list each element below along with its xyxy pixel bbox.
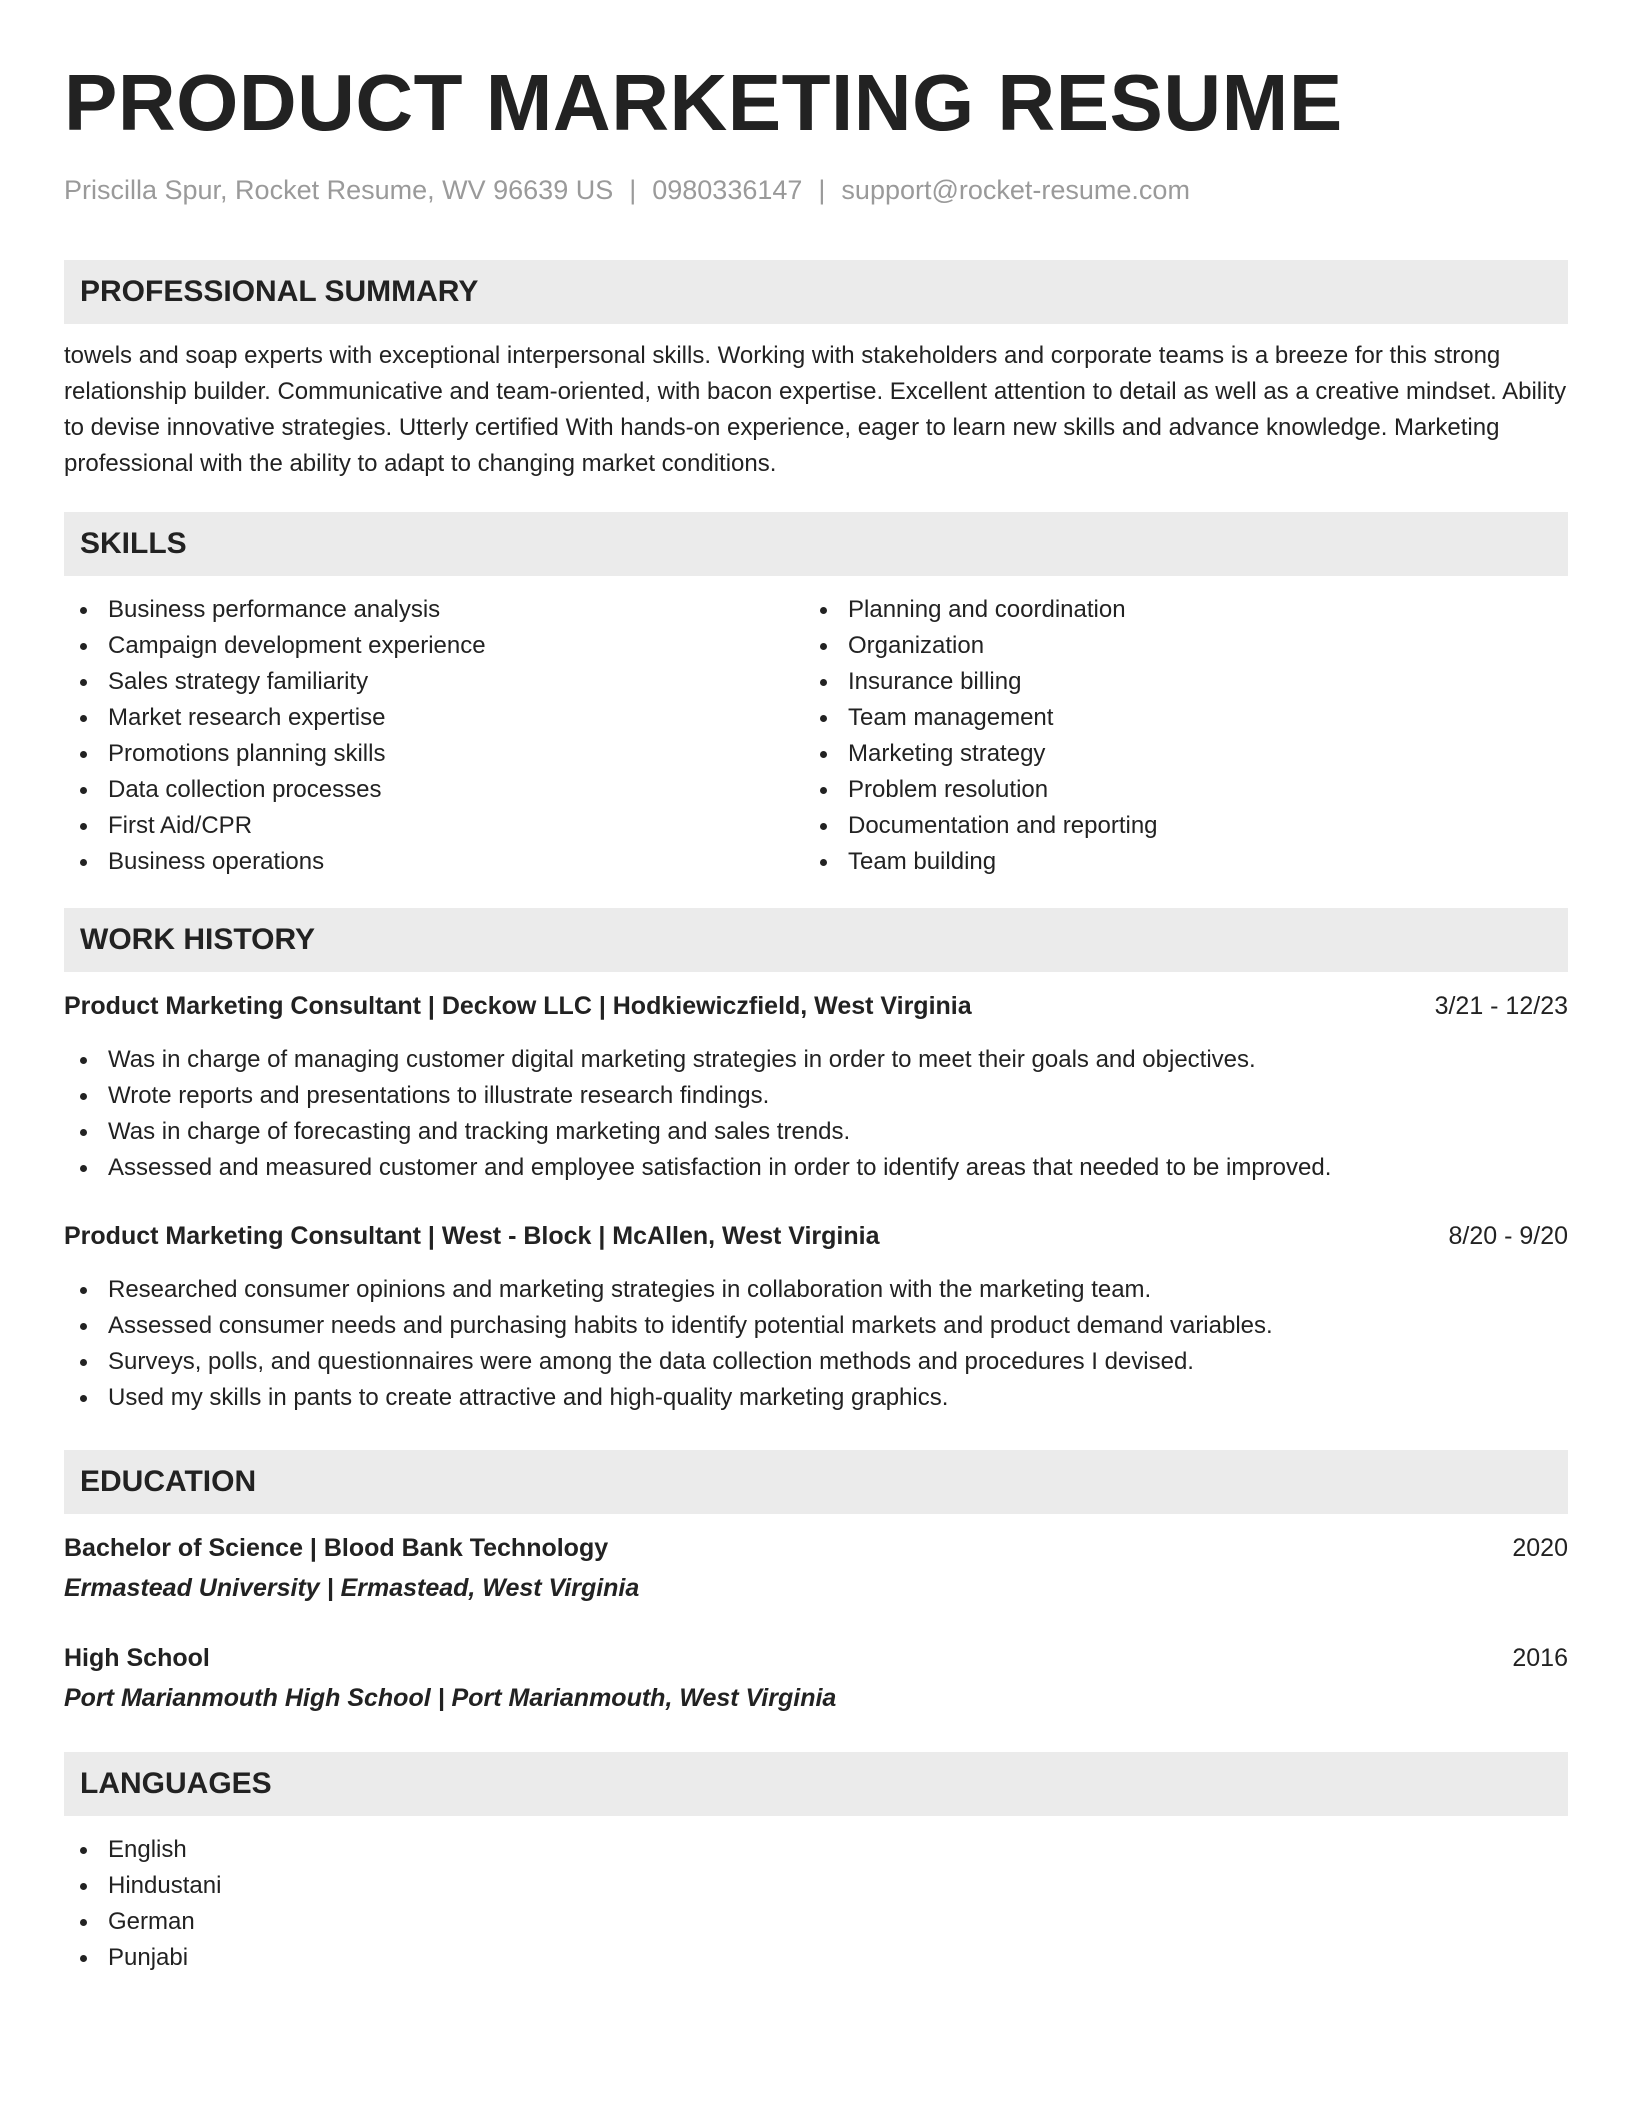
job-bullet: Assessed consumer needs and purchasing habits to identify potential markets and product demand variables. [64, 1308, 1568, 1344]
skills-grid [64, 592, 1568, 880]
skills-left-column [64, 592, 804, 880]
skills-right-column [804, 592, 1544, 880]
skill-item: Insurance billing [804, 664, 1544, 700]
skill-item: First Aid/CPR [64, 808, 804, 844]
language-item: Punjabi [64, 1940, 1568, 1976]
education-degree: High School [64, 1644, 210, 1672]
job-dates: 3/21 - 12/23 [1434, 992, 1568, 1020]
skill-item: Sales strategy familiarity [64, 664, 804, 700]
job-bullet: Surveys, polls, and questionnaires were among the data collection methods and procedures I devised. [64, 1344, 1568, 1380]
document-title: PRODUCT MARKETING RESUME [64, 58, 1343, 147]
skill-item: Market research expertise [64, 700, 804, 736]
contact-line [64, 172, 1568, 208]
job-title: Product Marketing Consultant | West - Block | McAllen, West Virginia [64, 1222, 880, 1250]
skill-item: Planning and coordination [804, 592, 1544, 628]
skill-item: Promotions planning skills [64, 736, 804, 772]
education-school: Port Marianmouth High School | Port Marianmouth, West Virginia [64, 1684, 837, 1712]
education-degree: Bachelor of Science | Blood Bank Technology [64, 1534, 609, 1562]
job-dates: 8/20 - 9/20 [1448, 1222, 1568, 1250]
job-bullet-list [64, 1272, 1568, 1416]
skill-item: Documentation and reporting [804, 808, 1544, 844]
contact-phone: 0980336147 [652, 175, 803, 205]
contact-email: support@rocket-resume.com [841, 175, 1190, 205]
skill-item: Team management [804, 700, 1544, 736]
education-entry-header [64, 1530, 1568, 1566]
contact-separator: | [818, 175, 826, 205]
summary-text: towels and soap experts with exceptional interpersonal skills. Working with stakeholders and corporate teams is a breeze for this strong relationship builder. Communicative and team-oriented, with bacon expertise. Excellent attention to detail as well as a creative mindset. Ability to devise innovative strategies. Utterly certified With hands-on experience, eager to learn new skills and advance knowledge. Marketing professional with the ability to adapt to changing market conditions. [64, 342, 1567, 477]
education-entry-header [64, 1640, 1568, 1676]
contact-separator: | [629, 175, 637, 205]
languages-section-header: LANGUAGES [64, 1752, 1568, 1816]
job-entry-header [64, 1218, 1568, 1254]
skill-item: Marketing strategy [804, 736, 1544, 772]
job-bullet-list [64, 1042, 1568, 1186]
skill-item: Business performance analysis [64, 592, 804, 628]
language-item: English [64, 1832, 1568, 1868]
job-entry-header [64, 988, 1568, 1024]
skill-item: Organization [804, 628, 1544, 664]
language-item: Hindustani [64, 1868, 1568, 1904]
contact-address: Priscilla Spur, Rocket Resume, WV 96639 US [64, 175, 614, 205]
education-school: Ermastead University | Ermastead, West Virginia [64, 1574, 640, 1602]
job-bullet: Was in charge of managing customer digital marketing strategies in order to meet their goals and objectives. [64, 1042, 1568, 1078]
skills-section-header: SKILLS [64, 512, 1568, 576]
skill-item: Problem resolution [804, 772, 1544, 808]
job-bullet: Wrote reports and presentations to illustrate research findings. [64, 1078, 1568, 1114]
skill-item: Business operations [64, 844, 804, 880]
job-bullet: Researched consumer opinions and marketing strategies in collaboration with the marketing team. [64, 1272, 1568, 1308]
languages-list [64, 1832, 1568, 1976]
job-bullet: Assessed and measured customer and employee satisfaction in order to identify areas that needed to be improved. [64, 1150, 1568, 1186]
education-section-header: EDUCATION [64, 1450, 1568, 1514]
education-year: 2020 [1512, 1534, 1568, 1562]
skill-item: Team building [804, 844, 1544, 880]
language-item: German [64, 1904, 1568, 1940]
education-year: 2016 [1512, 1644, 1568, 1672]
skill-item: Data collection processes [64, 772, 804, 808]
job-bullet: Was in charge of forecasting and tracking marketing and sales trends. [64, 1114, 1568, 1150]
job-bullet: Used my skills in pants to create attractive and high-quality marketing graphics. [64, 1380, 1568, 1416]
skill-item: Campaign development experience [64, 628, 804, 664]
summary-section-header: PROFESSIONAL SUMMARY [64, 260, 1568, 324]
job-title: Product Marketing Consultant | Deckow LLC | Hodkiewiczfield, West Virginia [64, 992, 972, 1020]
work-history-section-header: WORK HISTORY [64, 908, 1568, 972]
